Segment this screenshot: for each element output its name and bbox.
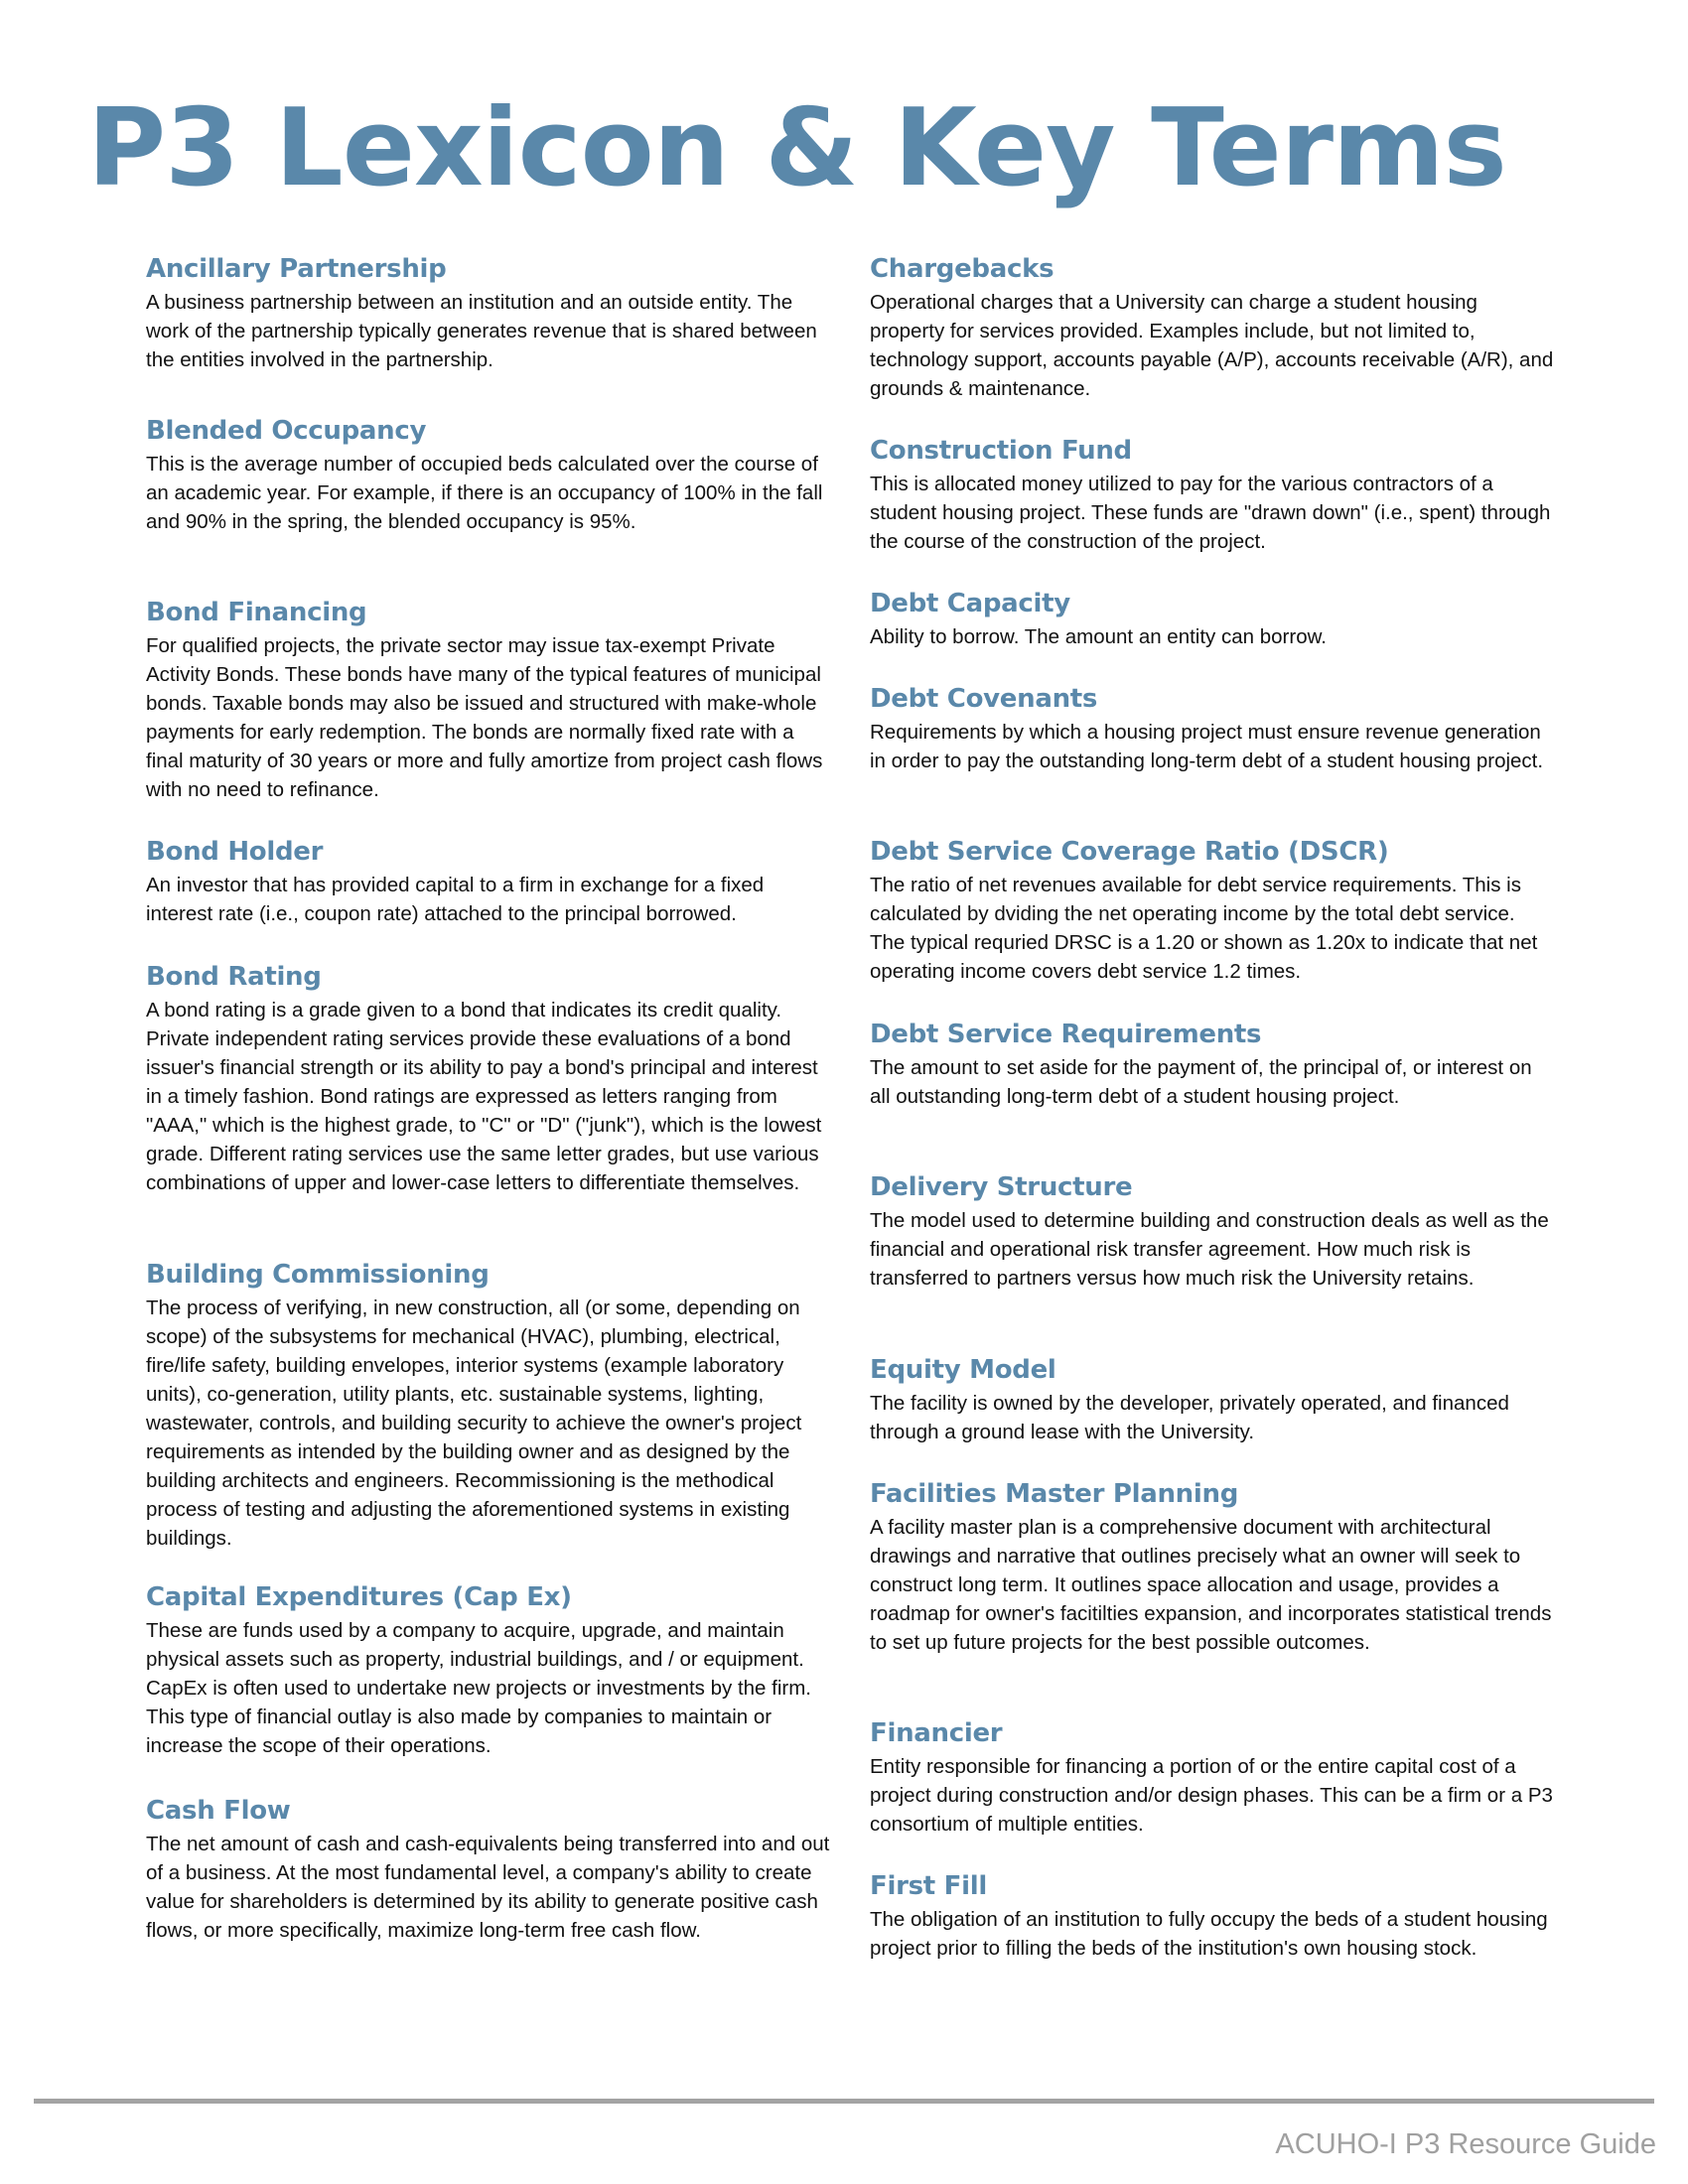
glossary-term: Delivery Structure [870, 1172, 1133, 1202]
glossary-term: Debt Service Requirements [870, 1020, 1262, 1049]
glossary-definition: The ratio of net revenues available for debt service requirements. This is calculated by dviding the net operating income by the total debt service. The typical requried DRSC is a 1.20 or shown as 1.20x to indicate that net operating income covers debt service 1.2 times. [870, 874, 1538, 983]
glossary-entry [870, 1477, 1555, 1716]
glossary-entry [146, 1794, 831, 1945]
glossary-definition: This is the average number of occupied beds calculated over the course of an academic year. For example, if there is an occupancy of 100% in the fall and 90% in the spring, the blended occupancy is 95%. [146, 453, 823, 533]
glossary-term: Blended Occupancy [146, 416, 427, 446]
glossary-definition: This is allocated money utilized to pay for the various contractors of a student housing project. These funds are "drawn down" (i.e., spent) through the course of the construction of the project. [870, 473, 1551, 553]
glossary-entry [146, 1580, 831, 1794]
glossary-definition: The amount to set aside for the payment of, the principal of, or interest on all outstanding long-term debt of a student housing project. [870, 1056, 1532, 1108]
glossary-term: Debt Covenants [870, 684, 1098, 714]
glossary-term: Facilities Master Planning [870, 1479, 1239, 1509]
glossary-entry [146, 596, 831, 835]
glossary-definition: Operational charges that a University can charge a student housing property for services provided. Examples include, but not limited to, technology support, accounts payable (A/P), accounts receivable (A/R), and grounds & maintenance. [870, 291, 1554, 400]
glossary-entry [870, 1716, 1555, 1869]
glossary-term: Ancillary Partnership [146, 254, 447, 284]
glossary-term: Building Commissioning [146, 1260, 490, 1290]
glossary-entry [870, 835, 1555, 1018]
glossary-definition: The model used to determine building and construction deals as well as the financial and operational risk transfer agreement. How much risk is transferred to partners versus how much risk the University retains. [870, 1209, 1549, 1290]
glossary-term: Equity Model [870, 1355, 1056, 1385]
glossary-term: Bond Financing [146, 598, 367, 627]
right-column [870, 252, 1555, 1963]
glossary-term: Bond Holder [146, 837, 324, 867]
glossary-definition: These are funds used by a company to acquire, upgrade, and maintain physical assets such as property, industrial buildings, and / or equipment. CapEx is often used to undertake new projects or investments by the firm. This type of financial outlay is also made by companies to maintain or increase the scope of their operations. [146, 1619, 811, 1757]
glossary-term: Capital Expenditures (Cap Ex) [146, 1582, 572, 1612]
glossary-definition: The facility is owned by the developer, privately operated, and financed through a ground lease with the University. [870, 1392, 1509, 1443]
glossary-term: Financier [870, 1718, 1003, 1748]
glossary-term: Bond Rating [146, 962, 322, 992]
glossary-entry [146, 1258, 831, 1580]
glossary-term: Construction Fund [870, 436, 1132, 466]
page-title: P3 Lexicon & Key Terms [87, 86, 1506, 210]
glossary-definition: The net amount of cash and cash-equivalents being transferred into and out of a business. At the most fundamental level, a company's ability to create value for shareholders is determined by its ability to generate positive cash flows, or more specifically, maximize long-term free cash flow. [146, 1833, 830, 1942]
glossary-definition: A bond rating is a grade given to a bond that indicates its credit quality. Private independent rating services provide these evaluations of a bond issuer's financial strength or its ability to pay a bond's principal and interest in a timely fashion. Bond ratings are expressed as letters ranging from "AAA," which is the highest grade, to "C" or "D" ("junk"), which is the lowest grade. Different rating services use the same letter grades, but use various combinations of upper and lower-case letters to differentiate themselves. [146, 999, 822, 1194]
left-column [146, 252, 831, 1945]
glossary-entry [870, 1353, 1555, 1477]
glossary-definition: A business partnership between an institution and an outside entity. The work of the partnership typically generates revenue that is shared between the entities involved in the partnership. [146, 291, 817, 371]
glossary-entry [870, 1018, 1555, 1170]
glossary-definition: Entity responsible for financing a portion of or the entire capital cost of a project during construction and/or design phases. This can be a firm or a P3 consortium of multiple entities. [870, 1755, 1553, 1836]
footer-divider [34, 2099, 1654, 2104]
glossary-definition: The obligation of an institution to fully occupy the beds of a student housing project prior to filling the beds of the institution's own housing stock. [870, 1908, 1548, 1960]
glossary-entry [146, 414, 831, 596]
glossary-entry [870, 1170, 1555, 1353]
glossary-term: Debt Capacity [870, 589, 1070, 618]
glossary-term: Debt Service Coverage Ratio (DSCR) [870, 837, 1389, 867]
glossary-entry [146, 835, 831, 960]
glossary-entry [870, 682, 1555, 835]
glossary-definition: An investor that has provided capital to a firm in exchange for a fixed interest rate (i.e., coupon rate) attached to the principal borrowed. [146, 874, 765, 925]
glossary-term: Chargebacks [870, 254, 1055, 284]
glossary-definition: The process of verifying, in new construction, all (or some, depending on scope) of the subsystems for mechanical (HVAC), plumbing, electrical, fire/life safety, building envelopes, interior systems (example laboratory units), co-generation, utility plants, etc. sustainable systems, lighting, wastewater, controls, and building security to achieve the owner's project requirements as intended by the building owner and as designed by the building architects and engineers. Recommissioning is the methodical process of testing and adjusting the aforementioned systems in existing buildings. [146, 1297, 802, 1550]
glossary-entry [146, 960, 831, 1258]
glossary-definition: Ability to borrow. The amount an entity can borrow. [870, 625, 1327, 648]
glossary-term: Cash Flow [146, 1796, 291, 1826]
glossary-entry [870, 1869, 1555, 1963]
glossary-term: First Fill [870, 1871, 987, 1901]
glossary-entry [870, 434, 1555, 587]
glossary-definition: A facility master plan is a comprehensive document with architectural drawings and narrative that outlines precisely what an owner will seek to construct long term. It outlines space allocation and usage, provides a roadmap for owner's facitilties expansion, and incorporates statistical trends to set up future projects for the best possible outcomes. [870, 1516, 1552, 1654]
footer-guide-title: ACUHO-I P3 Resource Guide [1275, 2128, 1656, 2160]
glossary-definition: For qualified projects, the private sector may issue tax-exempt Private Activity Bonds. These bonds have many of the typical features of municipal bonds. Taxable bonds may also be issued and structured with make-whole payments for early redemption. The bonds are normally fixed rate with a final maturity of 30 years or more and fully amortize from project cash flows with no need to refinance. [146, 634, 823, 801]
glossary-entry [146, 252, 831, 414]
glossary-definition: Requirements by which a housing project must ensure revenue generation in order to pay the outstanding long-term debt of a student housing project. [870, 721, 1544, 772]
glossary-entry [870, 252, 1555, 434]
glossary-entry [870, 587, 1555, 682]
